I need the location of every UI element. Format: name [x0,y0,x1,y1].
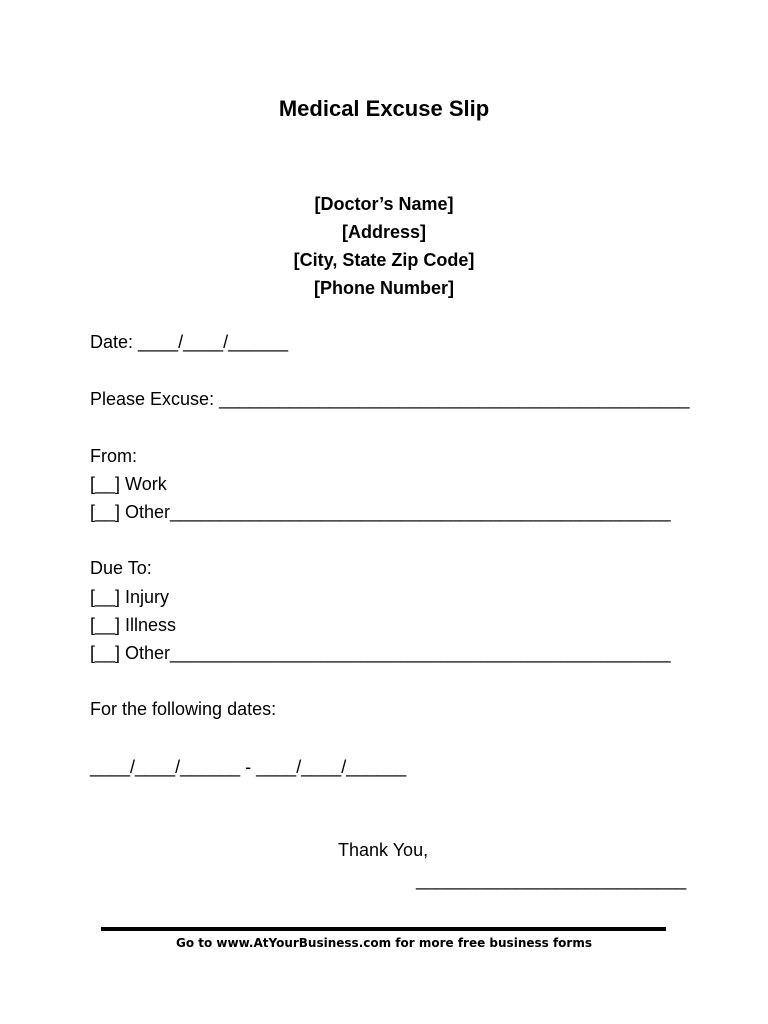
doctor-info-block [0,190,768,302]
due-to-illness-option: [__] Illness [90,615,177,635]
please-excuse-line: Please Excuse: _______________________________________________ [90,389,690,409]
doctor-phone: [Phone Number] [313,278,454,298]
doctor-city: [City, State Zip Code] [293,250,475,270]
due-to-label: Due To: [90,558,152,578]
due-to-injury-option: [__] Injury [90,587,170,607]
from-work-option: [__] Work [90,474,167,494]
following-dates-label: For the following dates: [90,699,277,719]
doctor-address: [Address] [341,222,426,242]
thank-you-text: Thank You, [338,840,429,860]
due-to-other-option: [__] Other__________________________________________________ [90,643,671,663]
footer-text: Go to www.AtYourBusiness.com for more free business forms [175,936,592,950]
date-line: Date: ____/____/______ [90,332,289,352]
from-other-option: [__] Other__________________________________________________ [90,502,671,522]
from-label: From: [90,446,137,466]
document-title: Medical Excuse Slip [278,96,490,121]
footer-rule [101,927,666,931]
signature-line: ___________________________ [416,870,687,890]
date-range-line: ____/____/______ - ____/____/______ [90,757,407,777]
doctor-name: [Doctor’s Name] [314,194,454,214]
